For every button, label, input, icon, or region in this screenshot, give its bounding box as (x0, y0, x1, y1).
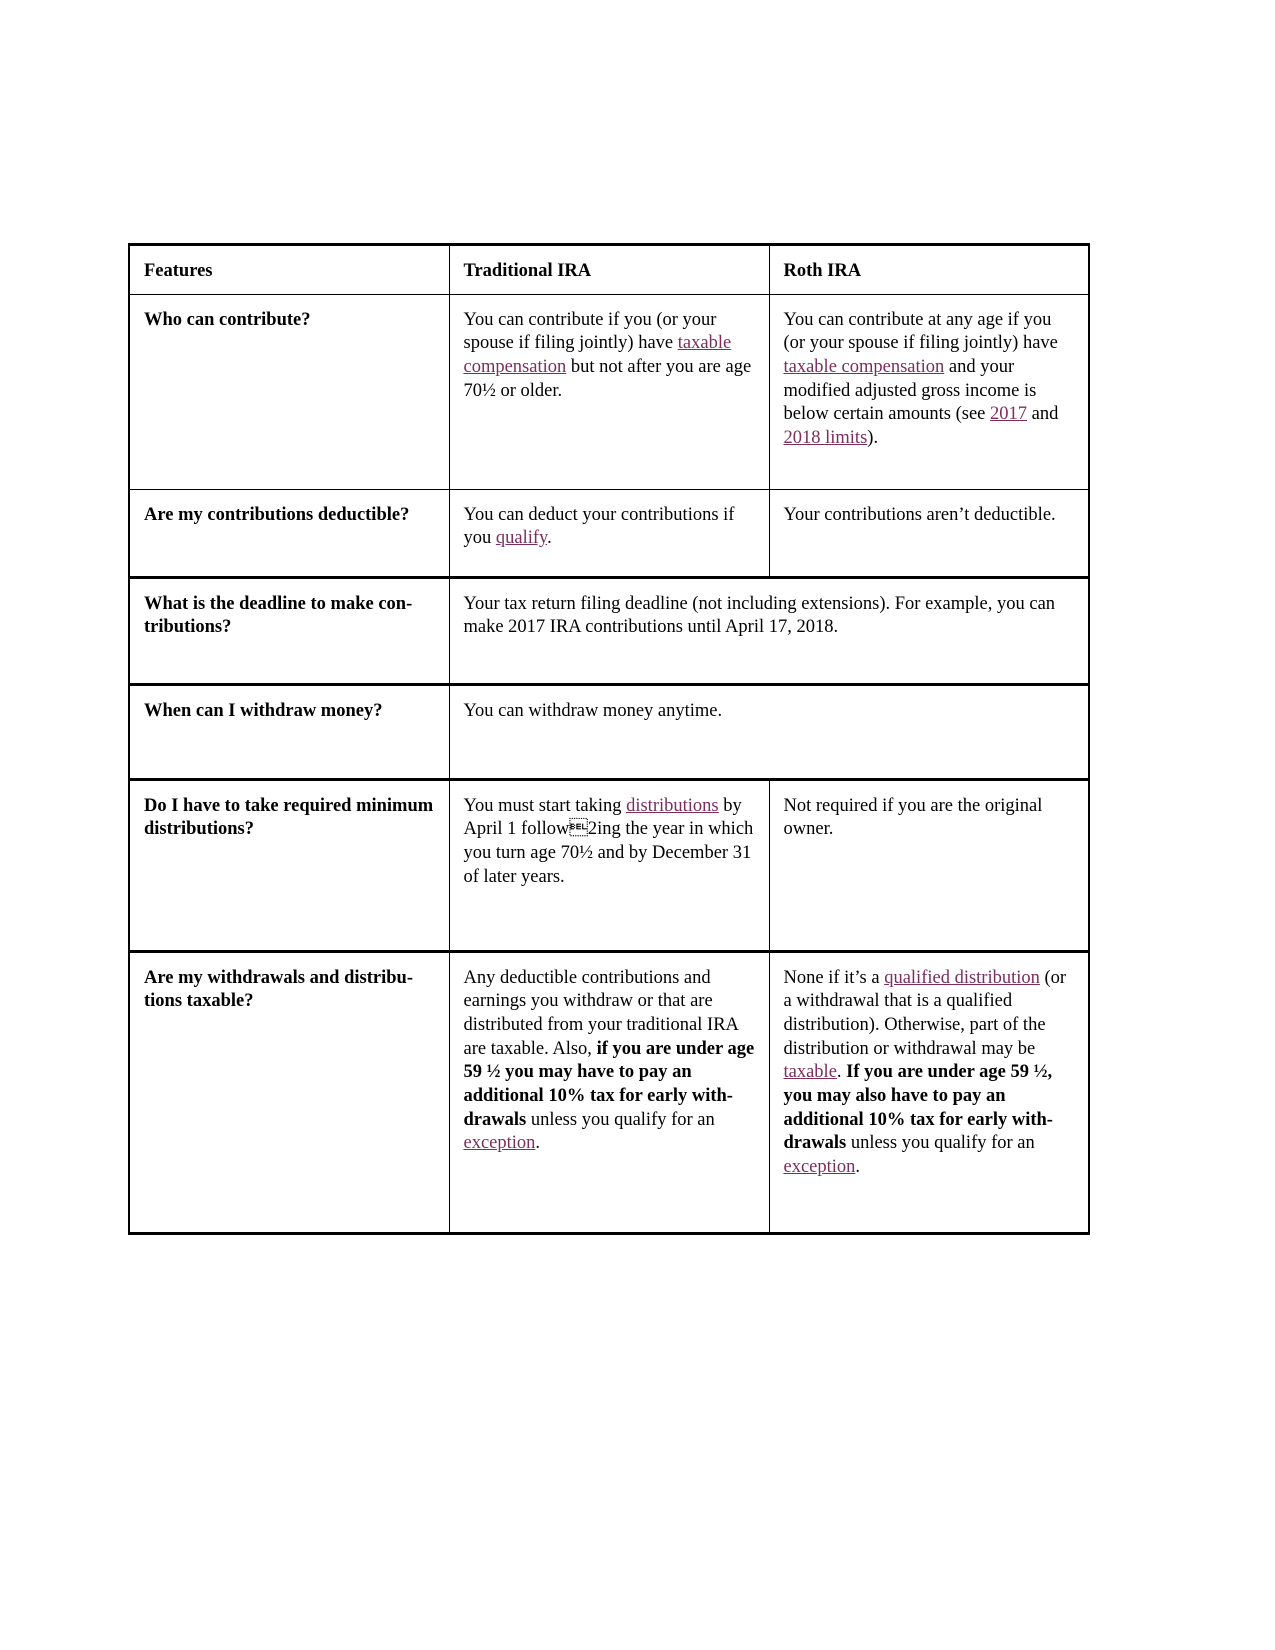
feature-who-can-contribute: Who can contribute? (129, 294, 449, 489)
cell-traditional-withdrawals-taxable (449, 951, 769, 1233)
text-segment: You can contribute at any age if you (or your spouse if filing jointly) have (783, 309, 1058, 354)
text-segment: Your contributions aren’t deductible. (783, 504, 1056, 525)
text-segment: (or a withdrawal that is a qualified distribution). Otherwise, part of the distribution or withdrawal may be (783, 967, 1067, 1059)
text-segment: and (1027, 404, 1059, 425)
text-segment: Not required if you are the original owner. (783, 795, 1043, 840)
cell-merged-contribution-deadline: Your tax return filing deadline (not including extensions). For example, you can make 2017 IRA contributions until April 17, 2018. (449, 577, 1089, 684)
text-segment: . (535, 1133, 541, 1154)
text-segment-bold: If you are under age 59 ½, you may also have to pay an additional 10% tax for early withdrawals (783, 1062, 1053, 1154)
text-segment: None if it’s a (783, 967, 885, 988)
text-segment: . (855, 1157, 861, 1178)
text-segment: unless you qualify for an (846, 1133, 1035, 1154)
ira-comparison-table (128, 243, 1090, 1235)
cell-traditional-who-can-contribute (449, 294, 769, 489)
text-segment: and your modified adjusted gross income is below certain amounts (see (783, 357, 1037, 425)
link-2018-limits[interactable]: 2018 limits (783, 428, 868, 449)
table-row (129, 684, 1089, 779)
feature-contributions-deductible: Are my contributions deductible? (129, 489, 449, 577)
text-segment: unless you qualify for an (526, 1109, 715, 1130)
text-segment: You can deduct your contributions if you (463, 504, 735, 549)
column-header-roth-ira: Roth IRA (769, 245, 1089, 295)
feature-when-withdraw: When can I withdraw money? (129, 684, 449, 779)
cell-traditional-rmd (449, 779, 769, 951)
table-row (129, 489, 1089, 577)
link-taxable-compensation[interactable]: taxable compensation (463, 333, 732, 378)
link-qualified-distribution[interactable]: qualified distribution (884, 967, 1040, 988)
feature-contribution-deadline: What is the deadline to make contributions? (129, 577, 449, 684)
link-2017-limits[interactable]: 2017 (990, 404, 1028, 425)
text-segment: You can contribute if you (or your spouse if filing jointly) have (463, 309, 717, 354)
link-distributions[interactable]: distributions (626, 795, 719, 816)
text-segment: . (547, 528, 552, 549)
text-segment: Any deductible contributions and earnings you withdraw or that are distributed from your traditional IRA are taxable. Also, (463, 967, 738, 1059)
link-exception[interactable]: exception (783, 1157, 856, 1178)
feature-withdrawals-taxable: Are my withdrawals and distributions taxable? (129, 951, 449, 1233)
cell-merged-when-withdraw: You can withdraw money anytime. (449, 684, 1089, 779)
link-taxable-compensation[interactable]: taxable compensation (783, 357, 945, 378)
cell-roth-who-can-contribute (769, 294, 1089, 489)
table-row (129, 294, 1089, 489)
feature-required-minimum-distributions: Do I have to take required minimum distributions? (129, 779, 449, 951)
link-exception[interactable]: exception (463, 1133, 536, 1154)
text-segment: by April 1 follow2ing the year in which you turn age 70½ and by December 31 of later years. (463, 795, 754, 887)
cell-traditional-contributions-deductible (449, 489, 769, 577)
cell-roth-contributions-deductible (769, 489, 1089, 577)
table-row (129, 951, 1089, 1233)
link-taxable[interactable]: taxable (783, 1062, 837, 1083)
text-segment: . (836, 1062, 847, 1083)
column-header-traditional-ira: Traditional IRA (449, 245, 769, 295)
text-segment: but not after you are age 70½ or older. (463, 357, 752, 401)
ira-comparison-table-wrapper (128, 243, 1088, 1235)
link-qualify[interactable]: qualify (495, 528, 548, 549)
cell-roth-rmd (769, 779, 1089, 951)
text-segment: ). (867, 428, 879, 449)
table-header-row (129, 245, 1089, 295)
table-row (129, 577, 1089, 684)
text-segment-bold: if you are under age 59 ½ you may have to pay an additional 10% tax for early withdrawals (463, 1038, 755, 1130)
table-row (129, 779, 1089, 951)
cell-roth-withdrawals-taxable (769, 951, 1089, 1233)
text-segment: You must start taking (463, 795, 627, 816)
column-header-features: Features (129, 245, 449, 295)
